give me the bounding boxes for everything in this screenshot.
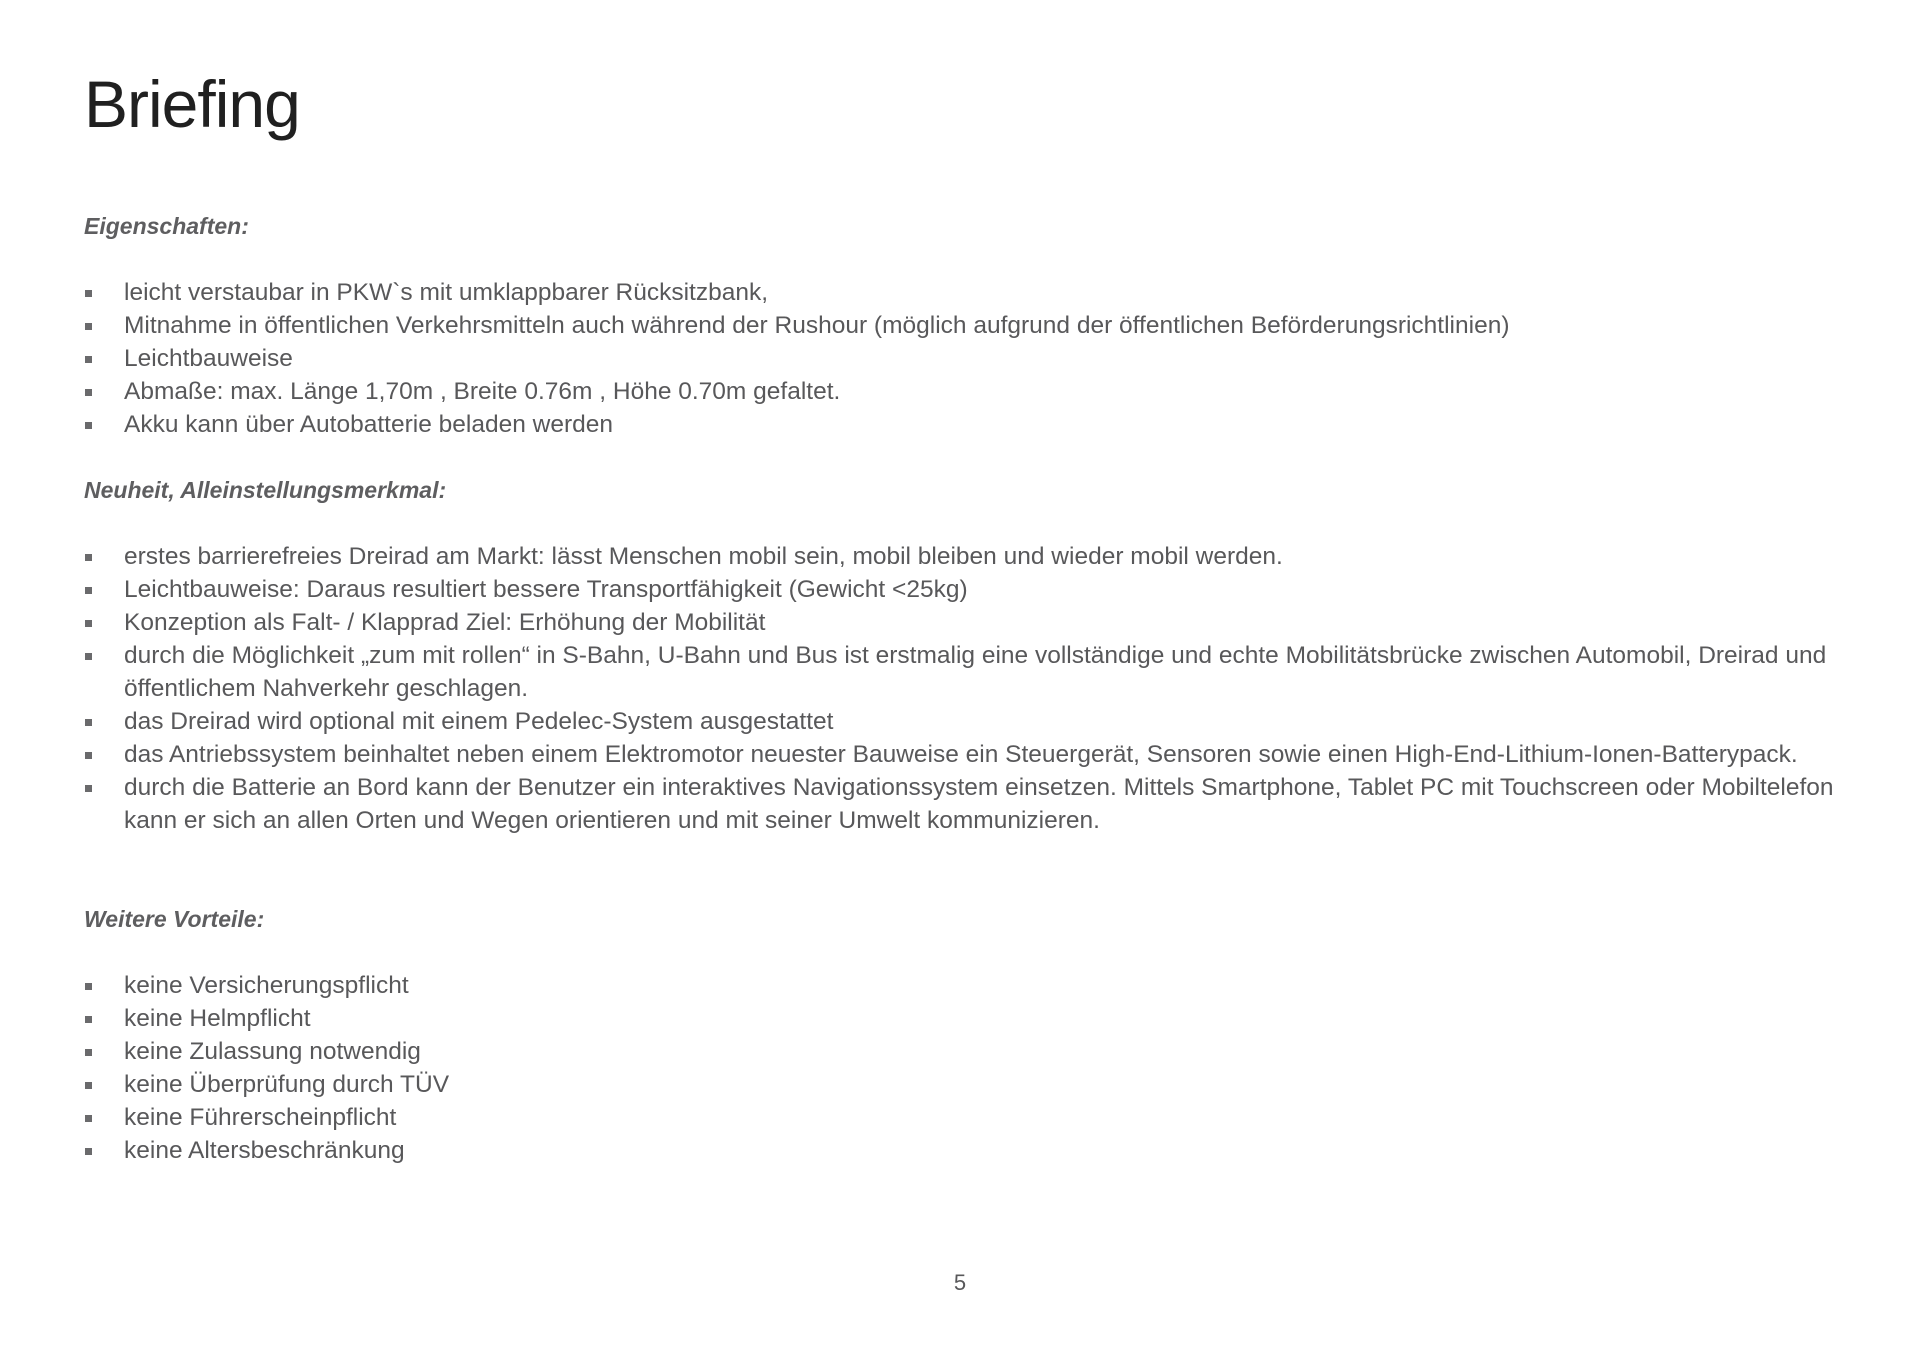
list-item	[84, 969, 1836, 1002]
square-bullet-icon	[85, 389, 92, 396]
list-item-text: Leichtbauweise: Daraus resultiert bessere Transportfähigkeit (Gewicht <25kg)	[124, 576, 968, 603]
list-item	[84, 540, 1836, 573]
square-bullet-icon	[85, 587, 92, 594]
list-item-text: Akku kann über Autobatterie beladen werden	[124, 411, 613, 438]
section-heading: Weitere Vorteile:	[84, 906, 265, 932]
square-bullet-icon	[85, 1148, 92, 1155]
list-item	[84, 1002, 1836, 1035]
bullet-list	[84, 969, 1836, 1167]
list-item-text: das Dreirad wird optional mit einem Pedelec-System ausgestattet	[124, 708, 834, 735]
list-item	[84, 375, 1836, 408]
list-item-text: Konzeption als Falt- / Klapprad Ziel: Erhöhung der Mobilität	[124, 609, 766, 636]
list-item-text: Abmaße: max. Länge 1,70m , Breite 0.76m , Höhe 0.70m gefaltet.	[124, 378, 841, 405]
list-item	[84, 705, 1836, 738]
square-bullet-icon	[85, 983, 92, 990]
list-item-text: Leichtbauweise	[124, 345, 293, 372]
list-item	[84, 408, 1836, 441]
square-bullet-icon	[85, 554, 92, 561]
square-bullet-icon	[85, 422, 92, 429]
list-item-text: keine Zulassung notwendig	[124, 1038, 421, 1065]
square-bullet-icon	[85, 1016, 92, 1023]
list-item	[84, 639, 1836, 705]
section-heading: Neuheit, Alleinstellungsmerkmal:	[84, 477, 447, 503]
square-bullet-icon	[85, 356, 92, 363]
bullet-list	[84, 540, 1836, 837]
bullet-list	[84, 276, 1836, 441]
list-item-text: durch die Möglichkeit „zum mit rollen“ in S-Bahn, U-Bahn und Bus ist erstmalig eine vollständige und echte Mobilitätsbrücke zwischen Automobil, Dreirad und öffentlichem Nahverkehr geschlagen.	[124, 642, 1827, 702]
square-bullet-icon	[85, 719, 92, 726]
list-item-text: durch die Batterie an Bord kann der Benutzer ein interaktives Navigationssystem einsetzen. Mittels Smartphone, Tablet PC mit Touchscreen oder Mobiltelefon kann er sich an allen Orten und Wegen orientieren und mit seiner Umwelt kommunizieren.	[124, 774, 1834, 834]
square-bullet-icon	[85, 290, 92, 297]
list-item	[84, 1101, 1836, 1134]
square-bullet-icon	[85, 620, 92, 627]
list-item-text: das Antriebssystem beinhaltet neben einem Elektromotor neuester Bauweise ein Steuergerät, Sensoren sowie einen High-End-Lithium-Ionen-Batterypack.	[124, 741, 1798, 768]
page-number: 5	[953, 1270, 967, 1295]
square-bullet-icon	[85, 323, 92, 330]
page-title: Briefing	[84, 67, 300, 141]
document-page	[84, 0, 1836, 1358]
list-item	[84, 1035, 1836, 1068]
list-item	[84, 1068, 1836, 1101]
list-item	[84, 1134, 1836, 1167]
list-item	[84, 606, 1836, 639]
section-neuheit	[84, 474, 1836, 837]
list-item-text: Mitnahme in öffentlichen Verkehrsmitteln auch während der Rushour (möglich aufgrund der öffentlichen Beförderungsrichtlinien)	[124, 312, 1510, 339]
list-item-text: keine Versicherungspflicht	[124, 972, 409, 999]
list-item	[84, 771, 1836, 837]
list-item	[84, 342, 1836, 375]
list-item	[84, 309, 1836, 342]
list-item-text: erstes barrierefreies Dreirad am Markt: lässt Menschen mobil sein, mobil bleiben und wieder mobil werden.	[124, 543, 1283, 570]
list-item	[84, 738, 1836, 771]
square-bullet-icon	[85, 752, 92, 759]
list-item-text: keine Helmpflicht	[124, 1005, 311, 1032]
list-item-text: keine Überprüfung durch TÜV	[124, 1071, 450, 1098]
section-eigenschaften	[84, 210, 1836, 441]
square-bullet-icon	[85, 1082, 92, 1089]
list-item-text: keine Altersbeschränkung	[124, 1137, 405, 1164]
list-item-text: leicht verstaubar in PKW`s mit umklappbarer Rücksitzbank,	[124, 279, 769, 306]
list-item	[84, 276, 1836, 309]
list-item-text: keine Führerscheinpflicht	[124, 1104, 397, 1131]
square-bullet-icon	[85, 1049, 92, 1056]
square-bullet-icon	[85, 653, 92, 660]
list-item	[84, 573, 1836, 606]
square-bullet-icon	[85, 785, 92, 792]
square-bullet-icon	[85, 1115, 92, 1122]
section-weitere-vorteile	[84, 903, 1836, 1167]
section-heading: Eigenschaften:	[84, 213, 249, 239]
